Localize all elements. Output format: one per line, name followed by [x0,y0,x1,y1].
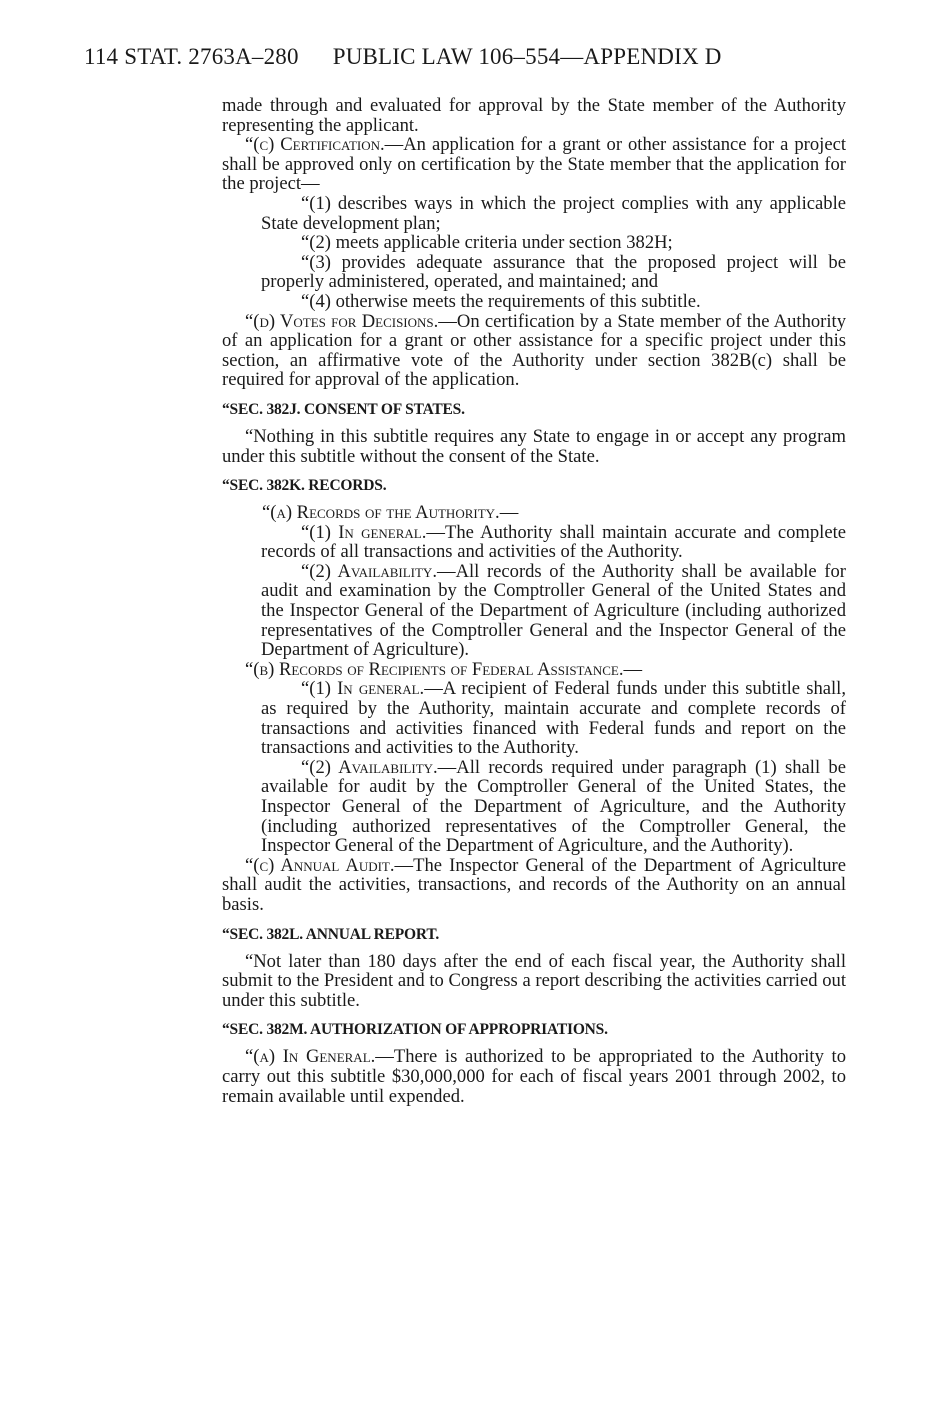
paragraph-heading: “(1) In general. [301,678,425,700]
paragraph-heading: “(1) In general. [301,521,427,543]
subsection-heading: “(c) Annual Audit. [245,854,395,876]
paragraph-b1: “(1) In general.—A recipient of Federal funds under this subtitle shall, as required by the Authority, maintain accurate and complete records of transactions and activities financed with Federal funds and report on the transactions and activities to the Authority. [261,678,847,759]
subsection-d-votes: “(d) Votes for Decisions.—On certification by a State member of the Authority of an application for a grant or other assistance for a specific project under this section, an affirmative vote of the Authority under section 382B(c) shall be required for approval of the application. [222,310,846,391]
paragraph-b2: “(2) Availability.—All records required under paragraph (1) shall be available for audit by the Comptroller General of the United States, the Inspector General of the Department of Agriculture, and the Authority (including authorized representatives of the Comptroller General, the Inspector General of the Department of Agriculture, and the Authority). [261,756,846,857]
paragraph-continuation: made through and evaluated for approval by the State member of the Authority representing the applicant. [222,95,846,136]
subsection-heading: “(a) Records of the Authority. [262,502,500,524]
statute-citation: 114 STAT. 2763A–280 [84,44,299,69]
section-heading-382m: “SEC. 382M. AUTHORIZATION OF APPROPRIATIONS. [222,1021,608,1039]
subsection-a-in-general: “(a) In General.—There is authorized to be appropriated to the Authority to carry out this subtitle $30,000,000 for each of fiscal years 2001 through 2002, to remain available until expended. [222,1046,847,1107]
paragraph-heading: “(2) Availability. [301,756,438,778]
paragraph-heading: “(2) Availability. [301,560,437,582]
paragraph-c3: “(3) provides adequate assurance that the proposed project will be properly administered, operated, and maintained; and [261,251,846,293]
paragraph-c4: “(4) otherwise meets the requirements of this subtitle. [301,290,701,312]
subsection-c-certification: “(c) Certification.—An application for a grant or other assistance for a project shall be approved only on certification by the State member that the application for the project— [222,134,846,195]
subsection-heading: “(a) In General. [245,1046,376,1068]
paragraph-c1: “(1) describes ways in which the project complies with any applicable State development plan; [261,192,846,234]
subsection-b-records-recipients: “(b) Records of Recipients of Federal Assistance.— [245,658,643,680]
subsection-heading: “(b) Records of Recipients of Federal Assistance. [245,658,624,680]
paragraph-a1: “(1) In general.—The Authority shall maintain accurate and complete records of all transactions and activities of the Authority. [261,521,846,563]
subsection-heading: “(d) Votes for Decisions. [245,310,439,332]
running-header [84,44,722,70]
subsection-c-annual-audit: “(c) Annual Audit.—The Inspector General of the Department of Agriculture shall audit the activities, transactions, and records of the Authority on an annual basis. [222,854,846,915]
subsection-a-records-authority: “(a) Records of the Authority.— [262,502,519,524]
section-heading-382l: “SEC. 382L. ANNUAL REPORT. [222,925,440,943]
section-382j-text: “Nothing in this subtitle requires any State to engage in or accept any program under this subtitle without the consent of the State. [222,425,846,467]
subsection-heading: “(c) Certification. [245,134,385,156]
section-heading-382k: “SEC. 382K. RECORDS. [222,477,387,495]
section-heading-382j: “SEC. 382J. CONSENT OF STATES. [222,400,465,418]
paragraph-c2: “(2) meets applicable criteria under section 382H; [301,232,673,254]
paragraph-a2: “(2) Availability.—All records of the Authority shall be available for audit and examination by the Comptroller General of the United States and the Inspector General of the Department of Agriculture (including authorized representatives of the Comptroller General and the Inspector General of the Department of Agriculture). [261,560,846,661]
law-title: PUBLIC LAW 106–554—APPENDIX D [332,44,722,69]
document-body [222,96,846,1106]
section-382l-text: “Not later than 180 days after the end of each fiscal year, the Authority shall submit to the President and to Congress a report describing the activities carried out under this subtitle. [222,950,846,1011]
